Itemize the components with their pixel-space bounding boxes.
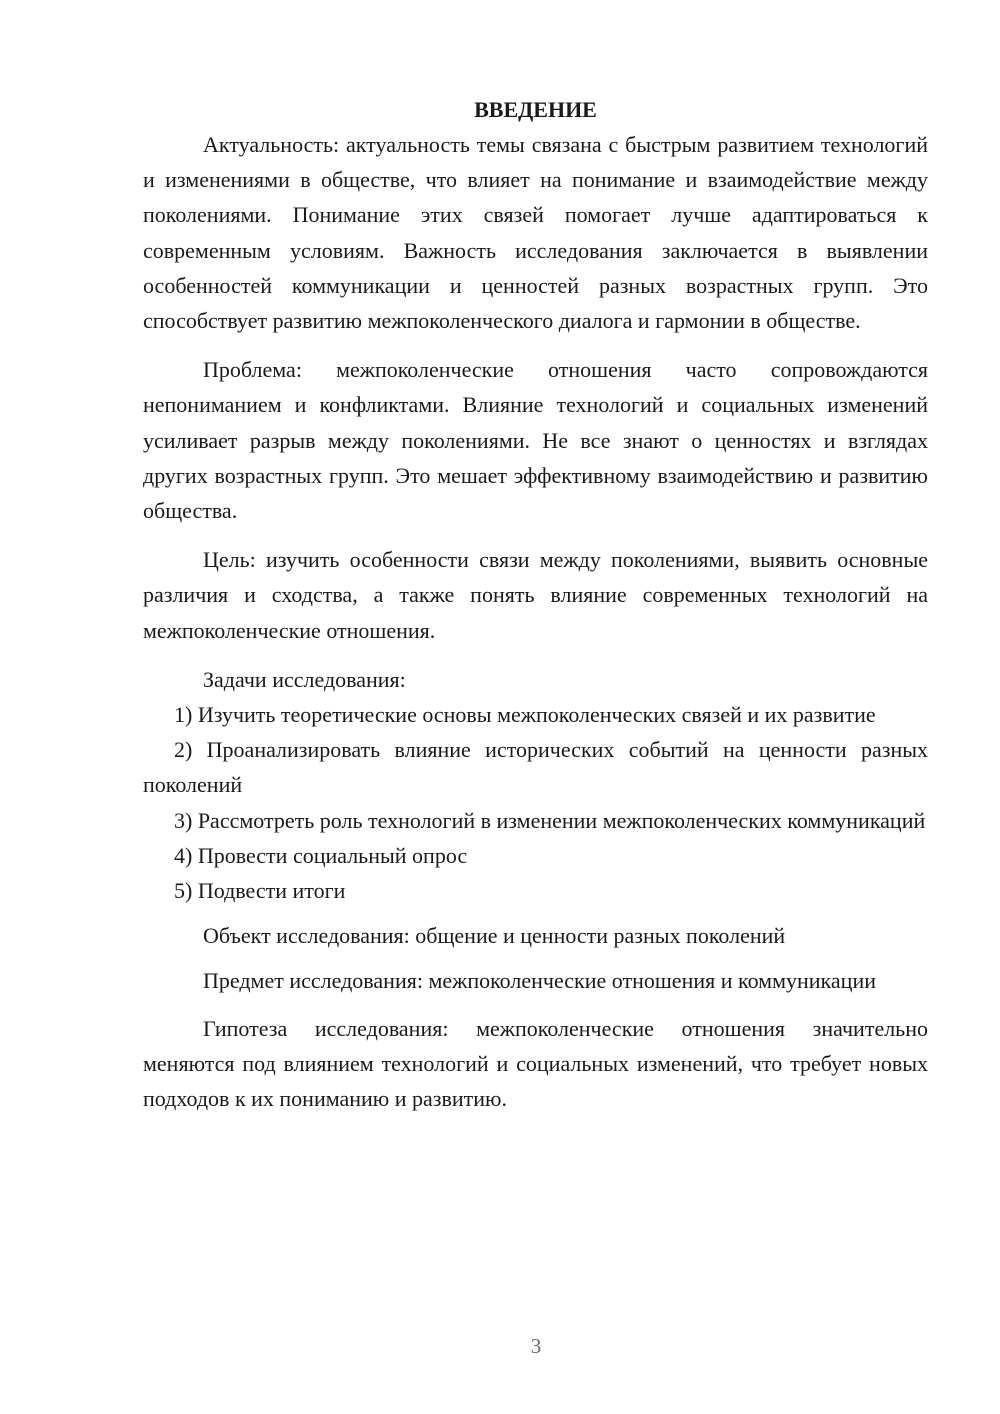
- list-item: 4) Провести социальный опрос: [174, 842, 468, 868]
- list-item: 3) Рассмотреть роль технологий в изменении межпоколенческих коммуникаций: [174, 807, 926, 833]
- problem-paragraph: Проблема: межпоколенческие отношения часто сопровождаются непониманием и конфликтами. Влияние технологий и социальных изменений усиливает разрыв между поколениями. Не все знают о ценностях и взглядах других возрастных групп. Это мешает эффективному взаимодействию и развитию общества.: [143, 357, 928, 524]
- relevance-paragraph: Актуальность: актуальность темы связана с быстрым развитием технологий и изменениями в обществе, что влияет на понимание и взаимодействие между поколениями. Понимание этих связей помогает лучше адаптироваться к современным условиям. Важность исследования заключается в выявлении особенностей коммуникации и ценностей разных возрастных групп. Это способствует развитию межпоколенческого диалога и гармонии в обществе.: [143, 132, 928, 334]
- page-title: ВВЕДЕНИЕ: [474, 97, 597, 122]
- hypothesis-paragraph: Гипотеза исследования: межпоколенческие отношения значительно меняются под влиянием технологий и социальных изменений, что требует новых подходов к их пониманию и развитию.: [143, 1015, 928, 1112]
- tasks-heading: Задачи исследования:: [203, 666, 406, 692]
- tasks-list: [143, 697, 928, 908]
- subject-paragraph: Предмет исследования: межпоколенческие отношения и коммуникации: [203, 968, 876, 994]
- list-item: 2) Проанализировать влияние исторических событий на ценности разных поколений: [143, 737, 928, 798]
- object-paragraph: Объект исследования: общение и ценности разных поколений: [203, 923, 786, 949]
- page-content: [143, 92, 928, 1116]
- list-item: 5) Подвести итоги: [174, 878, 346, 904]
- page-number: 3: [530, 1334, 542, 1358]
- list-item: 1) Изучить теоретические основы межпоколенческих связей и их развитие: [174, 702, 876, 728]
- goal-paragraph: Цель: изучить особенности связи между поколениями, выявить основные различия и сходства, а также понять влияние современных технологий на межпоколенческие отношения.: [143, 547, 928, 643]
